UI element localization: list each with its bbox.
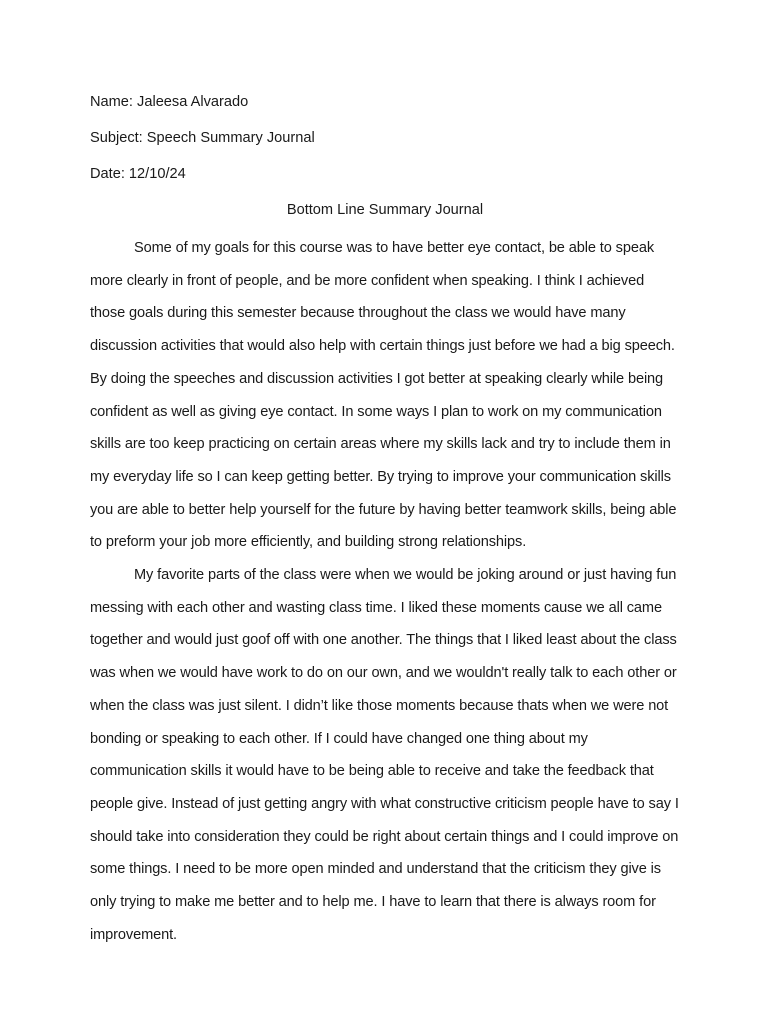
document-body	[90, 91, 680, 951]
name-line: Name: Jaleesa Alvarado	[90, 94, 249, 110]
subject-line: Subject: Speech Summary Journal	[90, 130, 315, 146]
paragraph-favorite-parts: My favorite parts of the class were when we would be joking around or just having fun messing with each other and wasting class time. I liked these moments cause we all came together and would just goof off with one another. The things that I liked least about the class was when we would have work to do on our own, and we wouldn't really talk to each other or when the class was just silent. I didn’t like those moments because thats when we were not bonding or speaking to each other. If I could have changed one thing about my communication skills it would have to be being able to receive and take the feedback that people give. Instead of just getting angry with what constructive criticism people have to say I should take into consideration they could be right about certain things and I could improve on some things. I need to be more open minded and understand that the criticism they give is only trying to make me better and to help me. I have to learn that there is always room for improvement.	[90, 567, 679, 943]
document-title: Bottom Line Summary Journal	[286, 202, 484, 218]
paragraph-goals: Some of my goals for this course was to have better eye contact, be able to speak more clearly in front of people, and be more confident when speaking. I think I achieved those goals during this semester because throughout the class we would have many discussion activities that would also help with certain things just before we had a big speech. By doing the speeches and discussion activities I got better at speaking clearly while being confident as well as giving eye contact. In some ways I plan to work on my communication skills are too keep practicing on certain areas where my skills lack and try to include them in my everyday life so I can keep getting better. By trying to improve your communication skills you are able to better help yourself for the future by having better teamwork skills, being able to preform your job more efficiently, and building strong relationships.	[90, 240, 677, 551]
date-line: Date: 12/10/24	[90, 166, 186, 182]
